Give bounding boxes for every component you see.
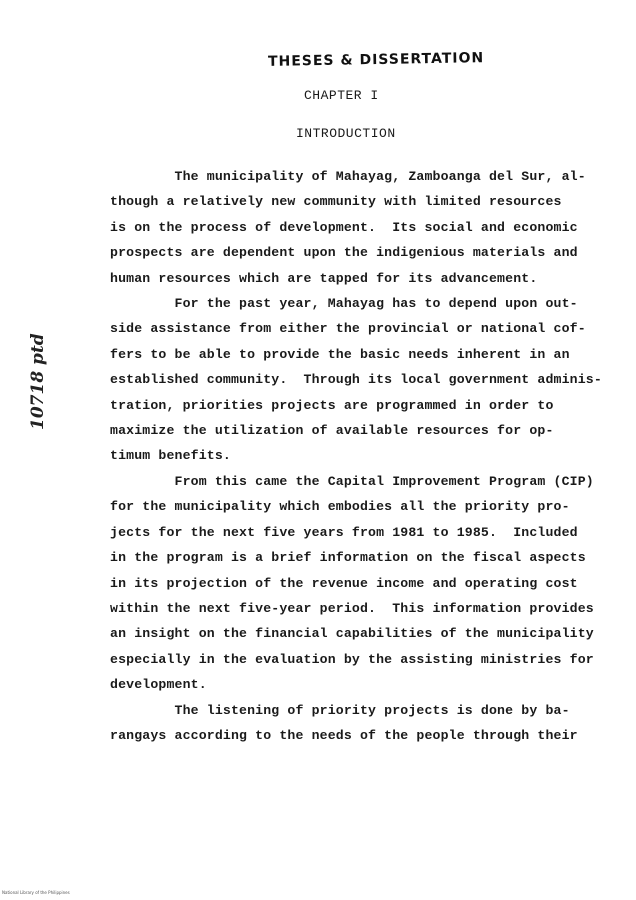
text-line: For the past year, Mahayag has to depend upon out- [110,296,578,312]
text-line: The listening of priority projects is done by ba- [110,702,570,718]
text-line: The municipality of Mahayag, Zamboanga del Sur, al- [110,169,586,184]
text-line: an insight on the financial capabilities of the municipality [110,626,594,642]
text-line: rangays according to the needs of the people through their [110,727,578,743]
text-line: tration, priorities projects are programmed in order to [110,397,554,413]
text-line: development. [110,677,207,693]
section-title: INTRODUCTION [296,126,396,141]
text-line: human resources which are tapped for its advancement. [110,270,538,286]
text-line: especially in the evaluation by the assisting ministries for [110,651,594,667]
text-line: side assistance from either the provincial or national cof- [110,321,586,337]
text-line: in its projection of the revenue income and operating cost [110,575,578,591]
text-line: in the program is a brief information on the fiscal aspects [110,550,586,566]
text-line: jects for the next five years from 1981 to 1985. Included [110,524,578,540]
chapter-heading: CHAPTER I [304,88,379,103]
text-line: maximize the utilization of available resources for op- [110,423,554,439]
body-text [110,164,602,748]
library-footer: National Library of the Philippines [2,890,70,895]
text-line: prospects are dependent upon the indigenious materials and [110,245,578,261]
text-line: though a relatively new community with limited resources [110,194,562,210]
text-line: for the municipality which embodies all the priority pro- [110,499,570,515]
theses-stamp: THESES & DISSERTATION [267,50,485,70]
text-line: is on the process of development. Its social and economic [110,219,578,235]
text-line: within the next five-year period. This information provides [110,600,594,616]
handwritten-margin-note: 10718 ptd [28,333,48,430]
text-line: timum benefits. [110,448,231,464]
text-line: From this came the Capital Improvement Program (CIP) [110,473,594,489]
text-line: established community. Through its local government adminis- [110,372,602,388]
text-line: fers to be able to provide the basic needs inherent in an [110,346,570,362]
